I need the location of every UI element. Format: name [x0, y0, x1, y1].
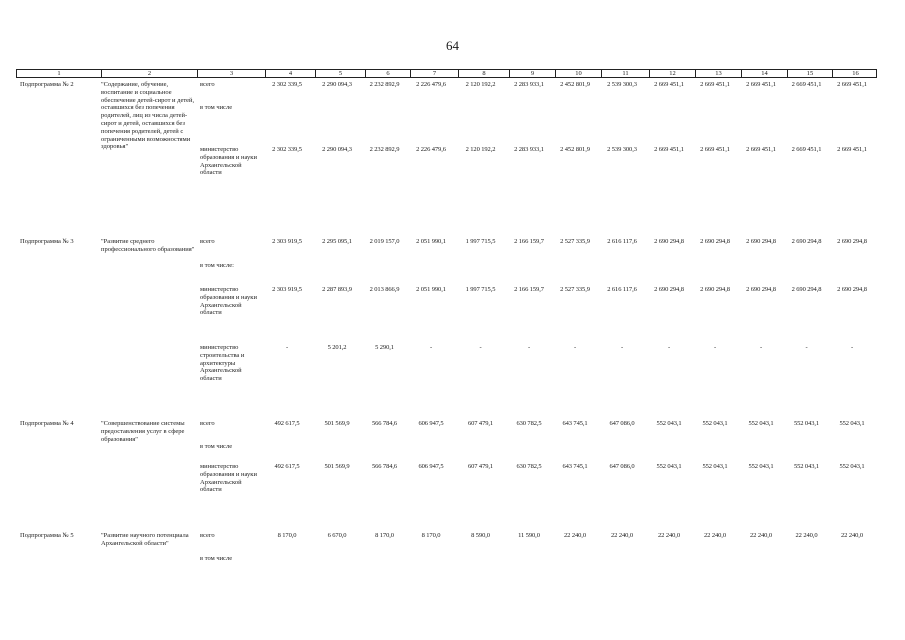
value-cell: 2 539 300,3 [607, 146, 637, 153]
value-cell: 2 051 990,1 [416, 286, 446, 293]
value-cell: 2 051 990,1 [416, 238, 446, 245]
subprogram-name: Подпрограмма № 5 [20, 532, 74, 539]
line-label: министерство строительства и архитектуры Архангельской области [200, 344, 245, 383]
value-cell: 606 947,5 [418, 463, 444, 470]
value-cell: 2 303 919,5 [272, 286, 302, 293]
header-cell-15: 15 [787, 70, 832, 77]
value-cell: 2 302 339,5 [272, 146, 302, 153]
value-cell: 552 043,1 [839, 420, 865, 427]
value-cell: 22 240,0 [841, 532, 863, 539]
header-cell-6: 6 [365, 70, 410, 77]
value-cell: 2 669 451,1 [837, 146, 867, 153]
table-header-row [16, 69, 877, 78]
value-cell: 2 616 117,6 [607, 286, 637, 293]
value-cell: - [850, 344, 854, 351]
value-cell: 2 019 157,0 [369, 238, 400, 245]
header-cell-7: 7 [410, 70, 458, 77]
line-label: всего [200, 532, 215, 539]
value-cell: 2 669 451,1 [746, 81, 776, 88]
header-cell-10: 10 [555, 70, 601, 77]
value-cell: 2 539 300,3 [607, 81, 637, 88]
subprogram-title: "Совершенствование системы предоставления услуг в сфере образования" [101, 420, 185, 443]
header-cell-2: 2 [101, 70, 197, 77]
value-cell: 8 590,0 [471, 532, 490, 539]
value-cell: 552 043,1 [748, 420, 774, 427]
header-cell-1: 1 [57, 70, 61, 77]
subprogram-name: Подпрограмма № 4 [20, 420, 74, 427]
value-cell: 8 170,0 [421, 532, 441, 539]
value-cell: 630 782,5 [516, 420, 542, 427]
line-label: в том числе [200, 104, 233, 111]
value-cell: - [805, 344, 808, 351]
value-cell: 2 669 451,1 [791, 81, 822, 88]
value-cell: 501 569,9 [324, 420, 350, 427]
line-label: министерство образования и науки Архангельской области [200, 463, 257, 494]
value-cell: 2 290 094,3 [322, 146, 352, 153]
header-cell-14: 14 [741, 70, 787, 77]
value-cell: 22 240,0 [658, 532, 680, 539]
value-cell: 2 690 294,8 [837, 238, 867, 245]
header-cell-11: 11 [601, 70, 649, 77]
value-cell: 8 170,0 [277, 532, 297, 539]
value-cell: 492 617,5 [274, 420, 300, 427]
line-label: в том числе [200, 443, 233, 450]
subprogram-name: Подпрограмма № 3 [20, 238, 74, 245]
value-cell: - [285, 344, 289, 351]
value-cell: 552 043,1 [793, 420, 820, 427]
value-cell: 2 669 451,1 [791, 146, 822, 153]
value-cell: 5 201,2 [327, 344, 347, 351]
value-cell: 552 043,1 [748, 463, 774, 470]
value-cell: 2 616 117,6 [607, 238, 637, 245]
value-cell: 11 590,0 [518, 532, 540, 539]
value-cell: 2 283 933,1 [514, 81, 544, 88]
value-cell: 2 290 094,3 [322, 81, 352, 88]
value-cell: 2 669 451,1 [746, 146, 776, 153]
line-label: в том числе: [200, 262, 234, 269]
value-cell: 22 240,0 [564, 532, 586, 539]
value-cell: 647 086,0 [609, 420, 635, 427]
value-cell: 2 226 479,6 [416, 146, 446, 153]
value-cell: 552 043,1 [702, 463, 728, 470]
value-cell: 2 232 892,9 [369, 146, 400, 153]
header-cell-5: 5 [315, 70, 365, 77]
value-cell: 2 287 893,9 [322, 286, 352, 293]
value-cell: 2 226 479,6 [416, 81, 446, 88]
subprogram-title: "Содержание, обучение, воспитание и социальное обеспечение детей-сирот и детей, оставшихся без попечения родителей, лиц из числа детей-сирот и детей, оставшихся без попечения родителей, детей с ограниченными возможностями здоровья" [101, 81, 195, 151]
value-cell: 22 240,0 [704, 532, 726, 539]
value-cell: 501 569,9 [324, 463, 350, 470]
value-cell: 1 997 715,5 [465, 286, 496, 293]
value-cell: 643 745,1 [562, 420, 588, 427]
value-cell: 566 784,6 [371, 463, 398, 470]
page-number: 64 [446, 38, 459, 53]
value-cell: 643 745,1 [562, 463, 588, 470]
value-cell: - [527, 344, 531, 351]
line-label: министерство образования и науки Архангельской области [200, 146, 257, 177]
value-cell: 2 232 892,9 [369, 81, 400, 88]
value-cell: 552 043,1 [656, 420, 682, 427]
header-cell-12: 12 [649, 70, 695, 77]
value-cell: 2 669 451,1 [700, 81, 730, 88]
value-cell: - [479, 344, 482, 351]
value-cell: 2 120 192,2 [465, 81, 496, 88]
value-cell: 2 690 294,8 [746, 238, 776, 245]
value-cell: 552 043,1 [656, 463, 682, 470]
subprogram-title: "Развитие среднего профессионального образования" [101, 238, 195, 253]
value-cell: 2 303 919,5 [272, 238, 302, 245]
value-cell: 2 690 294,8 [700, 286, 730, 293]
value-cell: 607 479,1 [467, 420, 494, 427]
value-cell: 2 452 801,9 [560, 146, 590, 153]
value-cell: 552 043,1 [839, 463, 865, 470]
value-cell: 2 013 866,9 [369, 286, 400, 293]
value-cell: 2 527 335,9 [560, 238, 590, 245]
value-cell: 2 452 801,9 [560, 81, 590, 88]
value-cell: 2 166 159,7 [514, 286, 544, 293]
line-label: министерство образования и науки Архангельской области [200, 286, 257, 317]
value-cell: 2 669 451,1 [700, 146, 730, 153]
subprogram-name: Подпрограмма № 2 [20, 81, 74, 88]
value-cell: 2 690 294,8 [791, 238, 822, 245]
value-cell: - [620, 344, 624, 351]
value-cell: - [759, 344, 763, 351]
value-cell: 22 240,0 [750, 532, 772, 539]
value-cell: 492 617,5 [274, 463, 300, 470]
value-cell: 2 690 294,8 [654, 238, 684, 245]
value-cell: 552 043,1 [793, 463, 820, 470]
value-cell: - [573, 344, 577, 351]
line-label: всего [200, 81, 215, 88]
value-cell: 630 782,5 [516, 463, 542, 470]
value-cell: 647 086,0 [609, 463, 635, 470]
header-cell-8: 8 [458, 70, 509, 77]
value-cell: 606 947,5 [418, 420, 444, 427]
header-cell-9: 9 [509, 70, 555, 77]
subprogram-title: "Развитие научного потенциала Архангельской области" [101, 532, 189, 547]
value-cell: 566 784,6 [371, 420, 398, 427]
value-cell: 2 120 192,2 [465, 146, 496, 153]
value-cell: 1 997 715,5 [465, 238, 496, 245]
value-cell: 2 166 159,7 [514, 238, 544, 245]
value-cell: 607 479,1 [467, 463, 494, 470]
header-cell-3: 3 [197, 70, 265, 77]
value-cell: 6 670,0 [327, 532, 347, 539]
value-cell: 2 283 933,1 [514, 146, 544, 153]
value-cell: 8 170,0 [375, 532, 394, 539]
value-cell: 2 669 451,1 [654, 146, 684, 153]
line-label: всего [200, 238, 215, 245]
value-cell: 22 240,0 [611, 532, 633, 539]
value-cell: - [429, 344, 433, 351]
value-cell: 2 669 451,1 [837, 81, 867, 88]
value-cell: 2 690 294,8 [654, 286, 684, 293]
value-cell: 552 043,1 [702, 420, 728, 427]
header-cell-13: 13 [695, 70, 741, 77]
value-cell: 2 302 339,5 [272, 81, 302, 88]
header-cell-4: 4 [265, 70, 315, 77]
header-cell-16: 16 [832, 70, 878, 77]
value-cell: 22 240,0 [795, 532, 818, 539]
value-cell: 5 290,1 [375, 344, 394, 351]
value-cell: 2 295 095,1 [322, 238, 352, 245]
line-label: всего [200, 420, 215, 427]
value-cell: 2 669 451,1 [654, 81, 684, 88]
value-cell: 2 690 294,8 [837, 286, 867, 293]
line-label: в том числе [200, 555, 233, 562]
value-cell: 2 690 294,8 [791, 286, 822, 293]
value-cell: 2 690 294,8 [746, 286, 776, 293]
value-cell: 2 690 294,8 [700, 238, 730, 245]
value-cell: - [667, 344, 671, 351]
value-cell: 2 527 335,9 [560, 286, 590, 293]
value-cell: - [713, 344, 717, 351]
